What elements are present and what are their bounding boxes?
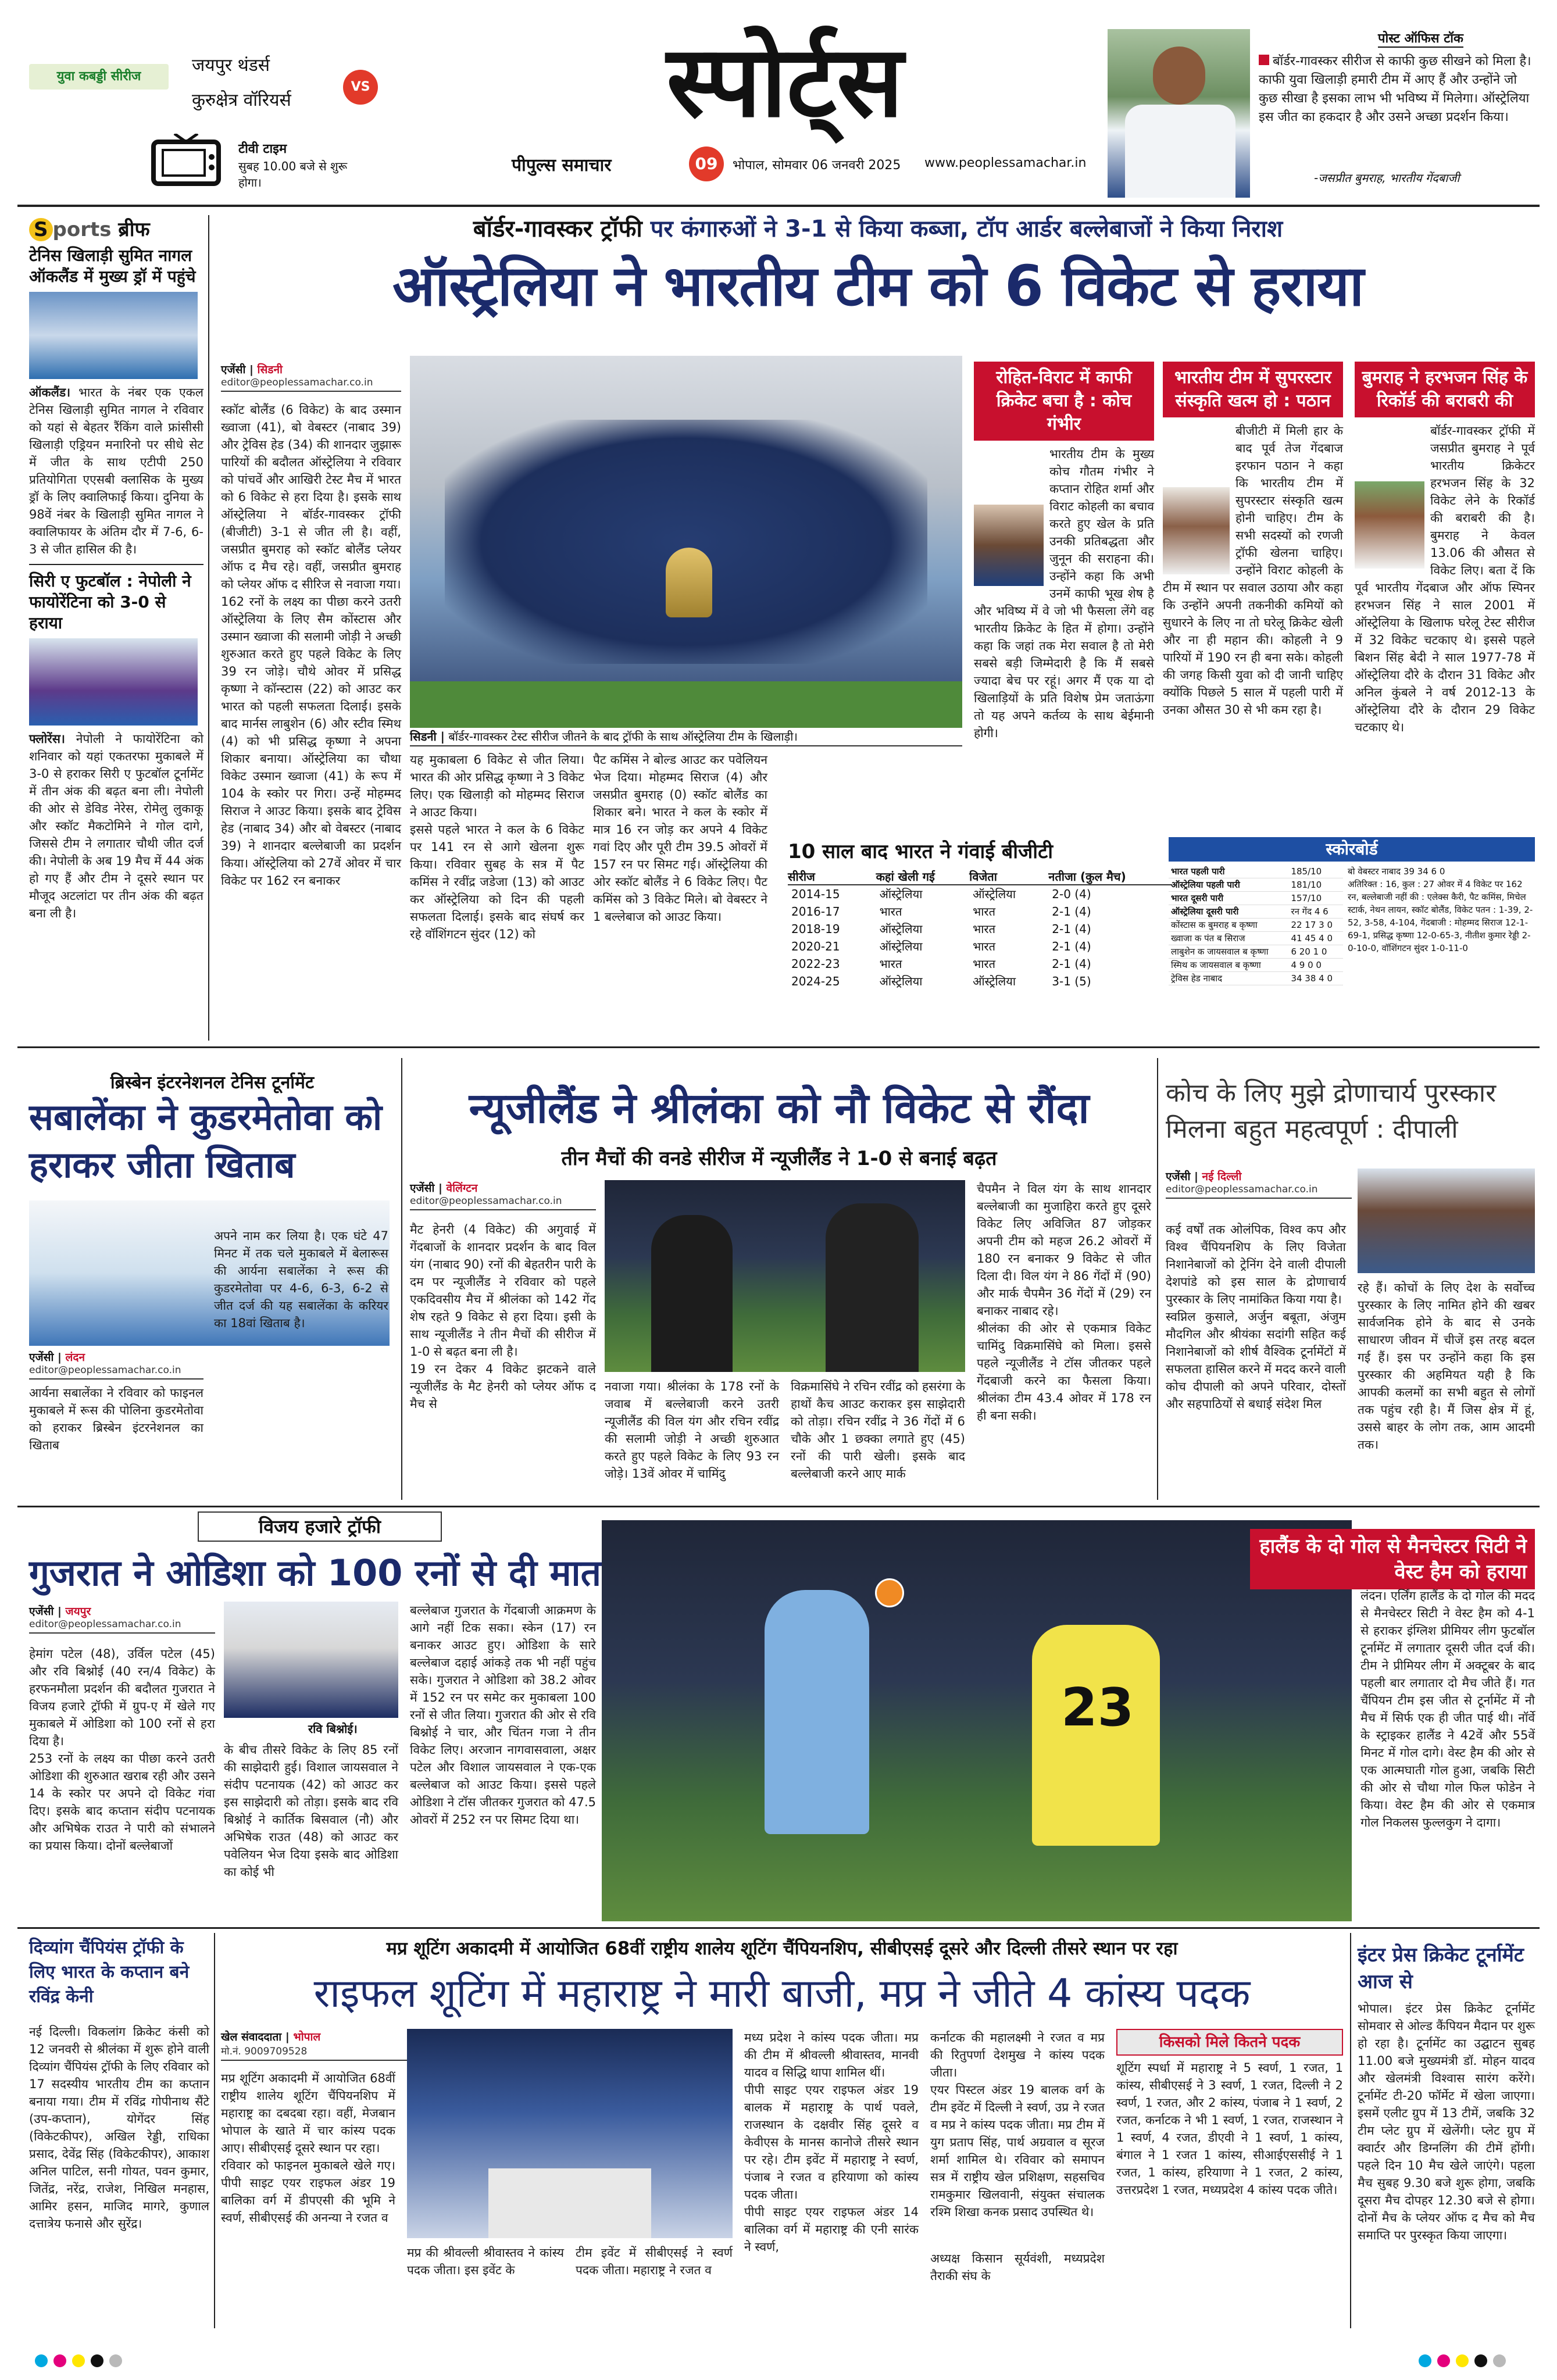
reg-dot [91,2354,103,2367]
tv-promo [17,23,378,209]
sabalenka-body1: आर्यना सबालेंका ने रविवार को फाइनल मुकाबले में रूस की पोलिना कुडरमेतोवा को हराकर ब्रिस्बेन इंटरनेशनल का खिताब [29,1386,203,1452]
vh-agency: एजेंसी [29,1605,54,1618]
cell: भारत [973,939,995,953]
table-row [788,903,1172,920]
cell: ऑस्ट्रेलिया [973,887,1016,901]
cell: 2014-15 [791,887,840,901]
mancity-headline: हालैंड के दो गोल से मैनचेस्टर सिटी ने वेस्ट हैम को हराया [1250,1529,1535,1589]
lead-col2: यह मुकाबला 6 विकेट से जीत लिया। भारत की ओर प्रसिद्ध कृष्णा ने 3 विकेट लिए। एक खिलाड़ी को मोहम्मद सिराज ने आउट किया। इससे पहले भारत ने कल के 6 विकेट पर 141 रन से आगे खेलना शुरू किया। रविवार सुबह के सत्र में पैट कमिंस ने रवींद्र जडेजा (13) को आउट कर ऑस्ट्रेलिया को दिन की पहली सफलता दिलाई। इसके बाद संघर्ष कर रहे वॉशिंगटन सुंदर (12) को [410,753,584,941]
divyang-headline: दिव्यांग चैंपियंस ट्रॉफी के लिए भारत के कप्तान बने रविंद्र केनी [29,1938,190,2007]
shooting-col3: कर्नाटक की महालक्ष्मी ने रजत व मप्र की रितुपर्णा देशमुख ने कांस्य पदक जीता। एयर पिस्टल अंडर 19 बालक वर्ग के टीम इवेंट में दिल्ली ने स्वर्ण, उप्र ने रजत व मप्र ने कांस्य पदक जीता। मप्र टीम में युग प्रताप सिंह, पार्थ अग्रवाल व सूरज शर्मा शामिल थे। रविवार को समापन सत्र में राष्ट्रीय खेल प्रशिक्षण, सहसचिव रामकुमार खिलवानी, संयुक्त संचालक रश्मि शिखा कनक प्रसाद उपस्थित थे। [930,2031,1105,2219]
cell: 157/10 [1288,892,1343,905]
brief1-place: ऑकलैंड। [29,385,71,399]
dateline: भोपाल, सोमवार 06 जनवरी 2025 [733,158,901,173]
reg-dot [1456,2354,1469,2367]
deepali-agency: एजेंसी [1166,1170,1191,1183]
cell: भारत [879,905,902,919]
cell: 185/10 [1288,865,1343,878]
brief-column-rule [208,215,209,1041]
grass-shape [410,681,962,728]
shooting-byline [221,2029,407,2061]
post-office-attribution: -जसप्रीत बुमराह, भारतीय गेंदबाजी [1314,171,1460,185]
bgt-th-result: नतीजा (कुल मैच) [1048,870,1126,884]
nz-col4: चैपमैन ने विल यंग के साथ शानदार बल्लेबाजी का मुजाहिरा करते हुए दूसरे विकेट लिए अविजित 87 जोड़कर अपनी टीम को महज 26.2 ओवरों में 180 रन बनाकर 9 विकेट से जीत दिला दी। विल यंग ने 86 गेंदों में (90) और मार्क चैपमैन 36 गेंदों में (29) रन बनाकर नाबाद रहे। श्रीलंका की ओर से एकमात्र विकेट चामिंदु विक्रमासिंघे को मिला। इससे पहले न्यूजीलैंड ने टॉस जीतकर पहले गेंदबाजी करने का फैसला किया। श्रीलंका टीम 43.4 ओवर में 178 रन ही बना सकी। [977,1182,1151,1423]
pathan-body: बीजीटी में मिली हार के बाद पूर्व तेज गेंदबाज इरफान पठान ने कहा कि भारतीय टीम में सुपरस्टार संस्कृति खत्म होनी चाहिए। टीम के सभी सदस्यों को रणजी ट्रॉफी खेलना चाहिए। उन्होंने विराट कोहली के टीम में स्थान पर सवाल उठाया और कहा कि उन्होंने अपनी तकनीकी कमियों को सुधारने के लिए ना तो घरेलू क्रिकेट खेली और ना ही महान की। कोहली ने 9 पारियों में 190 रन ही बना सके। कोहली की जगह किसी युवा को दी जानी चाहिए क्योंकि पिछले 5 साल में पहली पारी में उनका औसत 30 से भी कम रहा है। [1163,424,1343,717]
vh-place: जयपुर [65,1605,91,1618]
vh-email: editor@peoplessamachar.co.in [29,1618,215,1634]
scoreboard-right: बो वेबस्टर नाबाद 39 34 6 0 अतिरिक्त : 16, कुल : 27 ओवर में 4 विकेट पर 162 रन, बल्लेबाजी नहीं की : एलेक्स कैरी, पैट कमिंस, मिचेल स्टार्क, नेथन लायन, स्कॉट बोलैंड, विकेट पतन : 1-39, 2-52, 3-58, 4-104, गेंदबाजी : मोहम्मद सिराज 12-1-69-1, प्रसिद्ध कृष्णा 12-0-65-3, नीतीश कुमार रेड्डी 2-0-10-0, वॉशिंगटन सुंदर 1-0-11-0 [1348,866,1533,953]
deepali-place: नई दिल्ली [1202,1170,1242,1183]
masthead-rule [17,205,1540,207]
caption-text: बॉर्डर-गावस्कर टेस्ट सीरीज जीतने के बाद ट्रॉफी के साथ ऑस्ट्रेलिया टीम के खिलाड़ी। [448,730,798,744]
lead-place: सिडनी [257,363,283,376]
cell: ऑस्ट्रेलिया [879,922,923,936]
scoreboard-table [1169,865,1343,985]
vh-col2: के बीच तीसरे विकेट के लिए 85 रनों की साझेदारी हुई। विशाल जायसवाल ने संदीप पटनायक (42) को आउट कर इस साझेदारी को तोड़ा। इसके बाद रवि बिश्नोई ने कार्तिक बिसवाल (नौ) और अभिषेक राउत (48) को आउट कर पवेलियन भेज दिया इसके बाद ओडिशा का कोई भी [224,1743,398,1879]
deepali-email: editor@peoplessamachar.co.in [1166,1184,1352,1199]
bgt-table [788,869,1172,990]
sabalenka-body2: अपने नाम कर लिया है। एक घंटे 47 मिनट में तक चले मुकाबले में बेलारूस की आर्यना सबालेंका ने रूस की कुडरमेतोवा पर 4-6, 6-3, 6-2 से जीत दर्ज की यह सबालेंका के करियर का 18वां खिताब है। [214,1229,388,1330]
sabalenka-email: editor@peoplessamachar.co.in [29,1364,203,1380]
lead-col3: पैट कमिंस ने बोल्ड आउट कर पवेलियन भेज दिया। मोहम्मद सिराज (4) और जसप्रीत बुमराह (0) स्कॉट बोलैंड का शिकार बने। भारत ने कल के स्कोर में मात्र 16 रन जोड़ कर अपने 4 विकेट गवां दिए और पूरी टीम 39.5 ओवरों में 157 रन पर सिमट गई। ऑस्ट्रेलिया की ओर स्कॉट बोलैंड ने 6 विकेट लिए। पैट कमिंस को 3 विकेट मिले। बो वेबस्टर ने 1 बल्लेबाज को आउट किया। [593,753,767,924]
bishnoi-photo [224,1602,398,1718]
bgt-header-row [788,869,1172,885]
football-icon [875,1578,904,1607]
napoli-photo [29,638,198,726]
cell: 2-1 (4) [1052,922,1091,936]
shooting-reporter: खेल संवाददाता [221,2031,282,2043]
vh-agency-line: एजेंसी | जयपुर [29,1605,91,1618]
deepali-headline: कोच के लिए मुझे द्रोणाचार्य पुरस्कार मिलना बहुत महत्वपूर्ण : दीपाली [1166,1078,1497,1144]
vh-col1: हेमांग पटेल (48), उर्विल पटेल (45) और रवि बिश्नोई (40 रन/4 विकेट) के हरफनमौला प्रदर्शन की बदौलत गुजरात ने विजय हजारे ट्रॉफी में ग्रुप-ए में खेले गए मुकाबले में ओडिशा को 100 रनों से हरा दिया है। 253 रनों के लक्ष्य का पीछा करने उतरी ओडिशा की शुरुआत खराब रही और उसने 14 के स्कोर पर अपने दो विकेट गंवा दिए। इसके बाद कप्तान संदीप पटनायक और अभिषेक राउत ने पारी को संभालने का प्रयास किया। दोनों बल्लेबाजों [29,1647,215,1853]
reg-dot [1419,2354,1431,2367]
brief1-text: भारत के नंबर एक एकल टेनिस खिलाड़ी सुमित नागल ने रविवार को यहां से बेहतर रैंकिंग वाले फ्रांसीसी खिलाड़ी एड्रियन मनारिनो पर सीधे सेट में जीत के साथ एटीपी 250 प्रतियोगिता एएसबी क्लासिक के मुख्य ड्रॉ के लिए क्वालिफाई किया। दुनिया के 98वें नंबर के खिलाड़ी सुमित नागल ने क्वालिफायर के अंतिम दौर में 7-6, 6-3 से जीत हासिल की है। [29,385,203,556]
sabalenka-rule [401,1058,402,1500]
table-row [788,938,1172,955]
cell: ट्रेविस हेड नाबाद [1169,972,1288,985]
gambhir-box [974,362,1154,742]
cell: 181/10 [1288,878,1343,892]
shooting-col2: मध्य प्रदेश ने कांस्य पदक जीता। मप्र की टीम में श्रीवल्ली श्रीवास्तव, मानवी यादव व सिद्धि थापा शामिल थीं। पीपी साइट एयर राइफल अंडर 19 बालक में महाराष्ट्र के पार्थ पवले, राजस्थान के दक्षवीर सिंह दूसरे व केवीएस के मानस कानोजे तीसरे स्थान पर रहे। टीम इवेंट में महाराष्ट्र ने स्वर्ण, पंजाब ने रजत व हरियाणा को कांस्य पदक जीता। पीपी साइट एयर राइफल अंडर 14 बालिका वर्ग में महाराष्ट्र की एनी सारंक ने स्वर्ण, [744,2031,919,2254]
scoreboard-title: स्कोरबोर्ड [1169,837,1535,862]
website: www.peoplessamachar.in [924,156,1087,170]
cell: 3-1 (5) [1052,974,1091,988]
sports-brief-logo: S ports ब्रीफ [29,215,203,242]
reg-dot [53,2354,66,2367]
vh-col3: बल्लेबाज गुजरात के गेंदबाजी आक्रमण के आगे नहीं टिक सका। स्केन (17) रन बनाकर आउट हुए। ओडिशा के सारे बल्लेबाज दहाई आंकड़े तक भी नहीं पहुंच सके। गुजरात ने ओडिशा को 38.2 ओवर में 152 रन पर समेट कर मुकाबला 100 रनों से जीत लिया। गुजरात की ओर से रवि बिश्नोई ने चार, और चिंतन गजा ने तीन विकेट लिए। अरजान नागवासवाला, अक्षर पटेल और विशाल जायसवाल ने एक-एक बल्लेबाज को आउट किया। इससे पहले ओडिशा ने टॉस जीतकर गुजरात को 47.5 ओवरों में 252 रन पर सिमट दिया था। [410,1603,596,1827]
shooting-kicker: मप्र शूटिंग अकादमी में आयोजित 68वीं राष्ट्रीय शालेय शूटिंग चैंपियनशिप, सीबीएसई दूसरे और दिल्ली तीसरे स्थान पर रहा [386,1938,1178,1959]
sports-brief [29,215,203,922]
cell: लाबुशेन क जायसवाल ब कृष्णा [1169,945,1288,959]
masthead-title: स्पोर्ट्स [666,23,904,140]
shooting-col5: मप्र की श्रीवल्ली श्रीवास्तव ने कांस्य पदक जीता। इस इवेंट के [407,2246,564,2277]
nz-place: वेलिंग्टन [446,1182,478,1195]
brief-label: ब्रीफ [118,218,150,241]
cell: 22 17 3 0 [1288,919,1343,932]
player-shape [651,1215,733,1372]
person-head-icon [1153,47,1205,105]
section-rule-3 [17,1927,1540,1929]
shooting-col3b: अध्यक्ष किसान सूर्यवंशी, मध्यप्रदेश तैराकी संघ के [930,2252,1105,2283]
series-label: युवा कबड्डी सीरीज [56,69,141,84]
reg-dot [1437,2354,1450,2367]
vh-byline [29,1603,215,1634]
cell: 4 9 0 0 [1288,959,1343,972]
sabalenka-agency: एजेंसी [29,1351,54,1364]
nz-agency-line: एजेंसी | वेलिंग्टन [410,1182,478,1195]
team1-label: जयपुर थंडर्स [192,55,270,76]
trophy-shape [666,548,712,617]
brief2-body [29,730,203,922]
cell: भारत [973,905,995,919]
quote-text: बॉर्डर-गावस्कर सीरीज से काफी कुछ सीखने को मिला है। काफी युवा खिलाड़ी हमारी टीम में आए हैं और उन्होंने जो कुछ सीखा है इसका लाभ भी भविष्य में मिलेगा। ऑस्ट्रेलिया इस जीत का हकदार है और उसने अच्छा प्रदर्शन किया। [1259,54,1531,124]
gambhir-headline: रोहित-विराट में काफी क्रिकेट बचा है : कोच गंभीर [974,362,1154,441]
lead-kicker [221,214,1535,244]
jersey-shape [1125,105,1235,198]
cell: भारत दूसरी पारी [1169,892,1288,905]
lead-byline [221,362,401,392]
deepali-agency-line: एजेंसी | नई दिल्ली [1166,1170,1242,1183]
table-row [1169,919,1343,932]
series-tag [29,64,169,90]
table-row [788,973,1172,990]
cell: रन गेंद 4 6 [1288,905,1343,919]
cell: 2-1 (4) [1052,957,1091,971]
shooting-headline: राइफल शूटिंग में महाराष्ट्र ने मारी बाजी, मप्र ने जीते 4 कांस्य पदक [313,1971,1251,2017]
cell: 2022-23 [791,957,840,971]
nz-col1: मैट हेनरी (4 विकेट) की अगुवाई में गेंदबाजों के शानदार प्रदर्शन के बाद विल यंग (नाबाद 90) रनों की बेहतरीन पारी के दम पर न्यूजीलैंड ने रविवार को पहले एकदिवसीय मैच में श्रीलंका को 142 गेंद शेष रहते 9 विकेट से हरा दिया। इसी के साथ न्यूजीलैंड ने तीन मैचों की सीरीज में 1-0 से बढ़त बना ली है। 19 रन देकर 4 विकेट झटकने वाले न्यूजीलैंड के मैट हेनरी को प्लेयर ऑफ द मैच से [410,1223,596,1411]
lead-photo-caption [410,728,962,746]
sabalenka-story [29,1070,395,1454]
cell: ऑस्ट्रेलिया [879,939,923,953]
cell: ख्वाजा क पंत ब सिराज [1169,932,1288,945]
cell: कोंस्टास क बुमराह ब कृष्णा [1169,919,1288,932]
cell: स्मिथ क जायसवाल ब कृष्णा [1169,959,1288,972]
tv-icon [151,134,221,186]
reg-dot [72,2354,85,2367]
lead-email: editor@peoplessamachar.co.in [221,377,401,392]
cell: ऑस्ट्रेलिया [879,887,923,901]
lead-kicker-b: पर कंगारुओं ने 3-1 से किया कब्जा, टॉप आर्डर बल्लेबाजों ने किया निराश [650,216,1283,242]
brief2-text: नेपोली ने फायोरेंटिना को शनिवार को यहां एकतरफा मुकाबले में 3-0 से हराकर सिरी ए फुटबॉल टूर्नामेंट में तीन अंक की बढ़त बना ली। नेपोली की ओर से डेविड नेरेस, रोमेलु लुकाकू और स्कॉट मैकटोमिने ने गोल दागे, जिससे टीम ने लगातार चौथी जीत दर्ज की। नेपोली के अब 19 मैच में 44 अंक हो गए हैं और टीम ने दूसरे स्थान पर मौजूद अटलांटा पर तीन अंक की बढ़त बना ली है। [29,732,203,920]
keeper-jersey-number: 23 [1061,1677,1134,1738]
vh-headline: गुजरात ने ओडिशा को 100 रनों से दी मात [29,1552,601,1594]
cell: 2-1 (4) [1052,939,1091,953]
table-row [788,955,1172,973]
nz-email: editor@peoplessamachar.co.in [410,1195,596,1210]
vs-text: VS [351,80,370,94]
cell: ऑस्ट्रेलिया पहली पारी [1169,878,1288,892]
gambhir-photo [974,505,1044,586]
table-row [1169,892,1343,905]
bgt-table-block [788,837,1172,990]
table-row [788,885,1172,903]
medals-title: किसको मिले कितने पदक [1116,2029,1343,2056]
nz-headline: न्यूजीलैंड ने श्रीलंका को नौ विकेट से रौंदा [469,1084,1090,1132]
intl-press-headline: इंटर प्रेस क्रिकेट टूर्नामेंट आज से [1358,1943,1524,1993]
haaland-shape [765,1590,869,1834]
cell: भारत [973,957,995,971]
brief2-headline: सिरी ए फुटबॉल : नेपोली ने फायोरेंटिना को 3-0 से हराया [29,571,191,632]
divyang-body: नई दिल्ली। विकलांग क्रिकेट कंसी को 12 जनवरी से श्रीलंका में शुरू होने वाली दिव्यांग चैंपियंस ट्रॉफी के लिए रविवार को 17 सदस्यीय भारतीय टीम का कप्तान बनाया गया। टीम में रविंद्र गोपीनाथ सैंटे (उप-कप्तान), योगेंदर सिंह (विकेटकीपर), अखिल रेड्डी, राधिका प्रसाद, देवेंद्र सिंह (विकेटकीपर), आकाश अनिल पाटिल, सनी गोयत, पवन कुमार, जितेंद्र, नरेंद्र, राजेश, निखिल मनहास, आमिर हसन, माजिद मागरे, कुणाल दत्तात्रेय फनासे और सुरेंद्र। [29,2025,209,2231]
gambhir-body: भारतीय टीम के मुख्य कोच गौतम गंभीर ने कप्तान रोहित शर्मा और विराट कोहली का बचाव करते हुए खेल के प्रति उनकी प्रतिबद्धता और जुनून की सराहना की। उन्होंने कहा कि अभी उनमें काफी भूख शेष है और भविष्य में वे जो भी फैसला लेंगे वह भारतीय क्रिकेट के हित में होगा। उन्होंने कहा कि जहां तक मेरा सवाल है तो मेरी सबसे बड़ी जिम्मेदारी है कि मैं सबसे ज्यादा बेच पर रहूं। अगर मैं एक या दो खिलाड़ियों के प्रति विशेष प्रेम जताऊंगा तो यह अपने कर्तव्य के साथ बेईमानी होगी। [974,447,1154,740]
pathan-box [1163,362,1343,719]
caption-place: सिडनी | [410,730,445,744]
bumrah-box [1355,362,1535,736]
deepali-byline [1166,1168,1352,1199]
cell: 2024-25 [791,974,840,988]
nagal-photo [29,292,198,379]
brief1-headline: टेनिस खिलाड़ी सुमित नागल ऑकलैंड में मुख्य ड्रॉ में पहुंचे [29,246,196,286]
sabalenka-headline: सबालेंका ने कुडरमेतोवा को हराकर जीता खिताब [29,1096,383,1186]
shooting-rule [1350,1933,1351,2328]
nz-photo [605,1180,965,1372]
divyang-rule [214,1933,215,2328]
bgt-table-body [788,885,1172,990]
pathan-headline: भारतीय टीम में सुपरस्टार संस्कृति खत्म हो : पठान [1163,362,1343,417]
section-rule-2 [17,1506,1540,1507]
reg-dot [1493,2354,1506,2367]
registration-marks-left [35,2354,128,2370]
page-number-badge [689,146,724,181]
cell: ऑस्ट्रेलिया दूसरी पारी [1169,905,1288,919]
brief2-place: फ्लोरेंस। [29,732,65,746]
bgt-table-title: 10 साल बाद भारत ने गंवाई बीजीटी [788,840,1054,863]
sabalenka-place: लंदन [65,1351,85,1364]
cell: 2-0 (4) [1052,887,1091,901]
trophy-photo [410,356,962,728]
sabalenka-kicker: ब्रिस्बेन इंटरनेशनल टेनिस टूर्नामेंट [110,1073,315,1093]
shooting-col6: टीम इवेंट में सीबीएसई ने स्वर्ण पदक जीता। महाराष्ट्र ने रजत व [576,2246,733,2277]
masthead-publisher: पीपुल्स समाचार [512,155,612,176]
cell: 2016-17 [791,905,840,919]
lead-headline: ऑस्ट्रेलिया ने भारतीय टीम को 6 विकेट से हराया [392,253,1363,319]
post-office-label: पोस्ट ऑफिस टॉक [1378,29,1463,48]
mancity-photo [602,1520,1352,1921]
team2-label: कुरुक्षेत्र वॉरियर्स [192,90,291,110]
podium-shape [488,2168,651,2238]
nz-byline [410,1180,596,1210]
bishnoi-caption: रवि बिश्नोई। [308,1722,358,1736]
nz-agency: एजेंसी [410,1182,435,1195]
nz-col3: विक्रमासिंघे ने रचिन रवींद्र को हसरंगा के हाथों कैच आउट कराकर इस साझेदारी को तोड़ा। रचिन रवींद्र ने 36 गेंदों में 6 चौके और 1 छक्का लगाते हुए (45) रनों की पारी खेली। इसके बाद बल्लेबाजी करने आए मार्क [791,1380,965,1481]
cell: भारत [879,957,902,971]
shooting-col1: मप्र शूटिंग अकादमी में आयोजित 68वीं राष्ट्रीय शालेय शूटिंग चैंपियनशिप में महाराष्ट्र का दबदबा रहा। वहीं, मेजबान भोपाल के खाते में चार कांस्य पदक आए। सीबीएसई दूसरे स्थान पर रहा। रविवार को फाइनल मुकाबले खेले गए। पीपी साइट एयर राइफल अंडर 19 बालिका वर्ग में डीपएसी की भूमि ने स्वर्ण, सीबीएसई की अनन्या ने रजत व [221,2071,395,2225]
shooting-mobile: मो.नं. 9009709528 [221,2044,407,2061]
deepali-body2: रहे हैं। कोचों के लिए देश के सर्वोच्च पुरस्कार के लिए नामित होने की खबर सार्वजनिक होने के बाद से उनके साधारण जीवन में चीजें इस तरह बदल गई हैं। इस पर उन्होंने कहा कि इस पुरस्कार की अहमियत यही है कि आपकी कलमों का सभी बहुत से लोगों तक पहुंच रही है। मैं जिस क्षेत्र में हूं, उससे बाहर के लोग तक, आम आदमी तक। [1358,1281,1535,1452]
table-row [1169,865,1343,878]
cell: ऑस्ट्रेलिया [879,974,923,988]
cell: भारत [973,922,995,936]
table-row [1169,959,1343,972]
table-row [1169,932,1343,945]
cell: भारत पहली पारी [1169,865,1288,878]
intl-press-body: भोपाल। इंटर प्रेस क्रिकेट टूर्नामेंट सोमवार से ओल्ड कैंपियन मैदान पर शुरू हो रहा है। टूर्नामेंट का उद्घाटन सुबह 11.00 बजे मुख्यमंत्री डॉ. मोहन यादव और खेलमंत्री विश्वास सारंग करेंगे। टूर्नामेंट टी-20 फॉर्मेट में खेला जाएगा। इसमें एलीट ग्रुप में 13 टीमें, जबकि 32 टीम प्लेट ग्रुप में खेलेंगी। प्लेट ग्रुप में क्वार्टर और डिग्नलिंग की टीमें होंगी। पहले दिन 10 मैच खेले जाएंगे। पहला मैच सुबह 9.30 बजे शुरू होगा, जबकि दूसरा मैच दोपहर 12.30 बजे से होगा। दोनों मैच के प्लेयर ऑफ द मैच को मैच समाप्ति पर पुरस्कृत किया जाएगा। [1358,2002,1535,2242]
lead-agency: एजेंसी | सिडनी [221,363,283,376]
bumrah-body: बॉर्डर-गावस्कर ट्रॉफी में जसप्रीत बुमराह ने पूर्व भारतीय क्रिकेटर हरभजन सिंह के 32 विकेट लेने के रिकॉर्ड की बराबरी की है। बुमराह ने केवल 13.06 की औसत से विकेट लिए। बता दें कि पूर्व भारतीय गेंदबाज और ऑफ स्पिनर हरभजन सिंह ने साल 2001 में ऑस्ट्रेलिया के खिलाफ घरेलू टेस्ट सीरीज में 32 विकेट चटकाए थे। इससे पहले बिशन सिंह बेदी ने साल 1977-78 में ऑस्ट्रेलिया दौरे के दौरान 31 विकेट और अनिल कुंबले ने वर्ष 2012-13 के ऑस्ट्रेलिया दौरे के दौरान 29 विकेट चटकाए थे। [1355,424,1535,734]
bumrah-small-photo [1355,481,1424,569]
bgt-th-series: सीरीज [788,870,815,884]
table-row [1169,878,1343,892]
post-office-quote [1259,52,1538,127]
bgt-th-venue: कहां खेली गई [876,870,935,884]
shooting-podium-photo [407,2029,733,2238]
quote-marker-icon [1259,55,1269,65]
vh-kicker [198,1511,442,1542]
nz-rule [1157,1058,1158,1500]
team-group-shape [445,420,927,664]
vh-kicker-text: विजय हजारे ट्रॉफी [258,1516,381,1538]
medals-body: शूटिंग स्पर्धा में महाराष्ट्र ने 5 स्वर्ण, 1 रजत, 1 कांस्य, सीबीएसई ने 3 स्वर्ण, 1 रजत, दिल्ली ने 2 स्वर्ण, 1 रजत, और 2 कांस्य, पंजाब ने 1 स्वर्ण, 2 रजत, कर्नाटक ने भी 1 स्वर्ण, 1 रजत, राजस्थान ने 1 स्वर्ण, 4 रजत, डीएवी ने 1 स्वर्ण, 1 कांस्य, बंगाल ने 1 रजत 1 कांस्य, सीआईएससीई ने 1 रजत, 1 कांस्य, हरियाणा ने 1 रजत, 2 कांस्य, उत्तरप्रदेश 1 रजत, मध्यप्रदेश 4 कांस्य पदक जीते। [1116,2061,1343,2197]
registration-marks-right [1419,2354,1512,2370]
table-row [1169,945,1343,959]
shooting-place: भोपाल [293,2031,321,2043]
deepali-photo [1358,1168,1535,1273]
table-row [1169,905,1343,919]
reg-dot [35,2354,48,2367]
vs-badge [343,70,378,105]
page-number: 09 [695,154,718,173]
reg-dot [1474,2354,1487,2367]
table-row [788,920,1172,938]
lead-agency-text: एजेंसी [221,363,246,376]
tv-time: सुबह 10.00 बजे से शुरू होगा। [238,159,348,190]
medals-box [1116,2029,1343,2199]
cell: 41 45 4 0 [1288,932,1343,945]
deepali-body1: कई वर्षों तक ओलंपिक, विश्व कप और विश्व चैंपियनशिप के लिए विजेता निशानेबाजों को ट्रेनिंग देने वाली दीपाली देशपांडे को इस साल के द्रोणाचार्य पुरस्कार के लिए नामांकित किया गया है। स्वप्निल कुसाले, अर्जुन बबूता, अंजुम मौदगिल और श्रीयंका सदांगी सहित कई निशानेबाजों को शीर्ष वैश्विक टूर्नामेंटों में सफलता हासिल करने में मदद करने वाली कोच दीपाली को अपने परिवार, दोस्तों और सहपाठियों से बधाई संदेश मिल [1166,1223,1346,1411]
cell: 2018-19 [791,922,840,936]
bumrah-photo [1108,29,1250,198]
brief1-body [29,384,203,558]
reg-dot [109,2354,122,2367]
cell: 34 38 4 0 [1288,972,1343,985]
shooting-reporter-line: खेल संवाददाता | भोपाल [221,2031,321,2043]
lead-col1: स्कॉट बोलैंड (6 विकेट) के बाद उस्मान ख्वाजा (41), बो वेबस्टर (नाबाद 39) और ट्रेविस हेड (34) की शानदार जुझारू पारियों की बदौलत ऑस्ट्रेलिया ने रविवार को पांचवें और आखिरी टेस्ट मैच में भारत को 6 विकेट से हरा दिया है। इसके साथ ऑस्ट्रेलिया ने बॉर्डर-गावस्कर ट्रॉफी (बीजीटी) 3-1 से जीत ली है। वहीं, जसप्रीत बुमराह को स्कॉट बोलैंड प्लेयर ऑफ द मैच रहे। वहीं, जसप्रीत बुमराह को प्लेयर ऑफ द सीरिज से नवाजा गया। 162 रनों के लक्ष्य का पीछा करने उतरी ऑस्ट्रेलिया के लिए सैम कोंस्टास और उस्मान ख्वाजा की सलामी जोड़ी ने अच्छी शुरुआत करते हुए पहले विकेट के लिए 39 रन जोड़े। चौथे ओवर में प्रसिद्ध कृष्णा ने कॉन्स्टास (22) को आउट कर भारत को पहली सफलता दिलाई। इसके बाद मार्नस लाबुशेन (6) और स्टीव स्मिथ (4) को भी प्रसिद्ध कृष्णा ने अपना शिकार बनाया। ऑस्ट्रेलिया का चौथा विकेट उस्मान ख्वाजा (41) के रूप में 104 के स्कोर पर गिरा। उन्हें मोहम्मद सिराज ने आउट किया। इसके बाद ट्रेविस हेड (नाबाद 34) और बो वेबस्टर (नाबाद 39) ने शानदार बल्लेबाजी का प्रदर्शन किया। ऑस्ट्रेलिया को 27वें ओवर में चार विकेट पर 162 रन बनाकर [221,403,401,888]
mancity-body: लंदन। एर्लिंग हालैंड के दो गोल की मदद से मैनचेस्टर सिटी ने वेस्ट हैम को 4-1 से हराकर इंग्लिश प्रीमियर लीग फुटबॉल टूर्नामेंट में लगातार दूसरी जीत दर्ज की। टीम ने प्रीमियर लीग में अक्टूबर के बाद पहली बार लगातार दो मैच जीते हैं। गत चैंपियन टीम इस जीत से टूर्नामेंट में नौ मैच में सिर्फ एक ही जीत पाई थी। नॉर्वे के स्ट्राइकर हालैंड ने 42वें और 55वें मिनट में गोल दागे। वेस्ट हैम की ओर से एक आत्मघाती गोल हुआ, जबकि सिटी की ओर से चौथा गोल फिल फोडेन ने किया। वेस्ट हैम की ओर से एकमात्र गोल निकलस फुल्लकुग ने दागा। [1360,1589,1535,1829]
player-shape [826,1203,919,1372]
bgt-th-winner: विजेता [969,870,997,884]
bumrah-headline: बुमराह ने हरभजन सिंह के रिकॉर्ड की बराबरी की [1355,362,1535,417]
table-row [1169,972,1343,985]
cell: 2-1 (4) [1052,905,1091,919]
lead-kicker-a: बॉर्डर-गावस्कर ट्रॉफी [473,216,642,242]
nz-col2: नवाजा गया। श्रीलंका के 178 रनों के जवाब में बल्लेबाजी करने उतरी न्यूजीलैंड की विल यंग और रचिन रवींद्र की सलामी जोड़ी ने अच्छी शुरुआत करते हुए पहले विकेट के लिए 93 रन जोड़े। 13वें ओवर में चामिंदु [605,1380,779,1481]
brief-divider [29,564,203,565]
tv-channel: टीवी टाइम [238,142,287,156]
cell: 6 20 1 0 [1288,945,1343,959]
cell: ऑस्ट्रेलिया [973,974,1016,988]
section-rule-1 [17,1046,1540,1048]
sabalenka-byline: एजेंसी | लंदन [29,1351,85,1364]
scoreboard [1169,837,1535,985]
cell: 2020-21 [791,939,840,953]
nz-sub: तीन मैचों की वनडे सीरीज में न्यूजीलैंड ने 1-0 से बनाई बढ़त [561,1147,997,1170]
pathan-photo [1163,487,1230,574]
